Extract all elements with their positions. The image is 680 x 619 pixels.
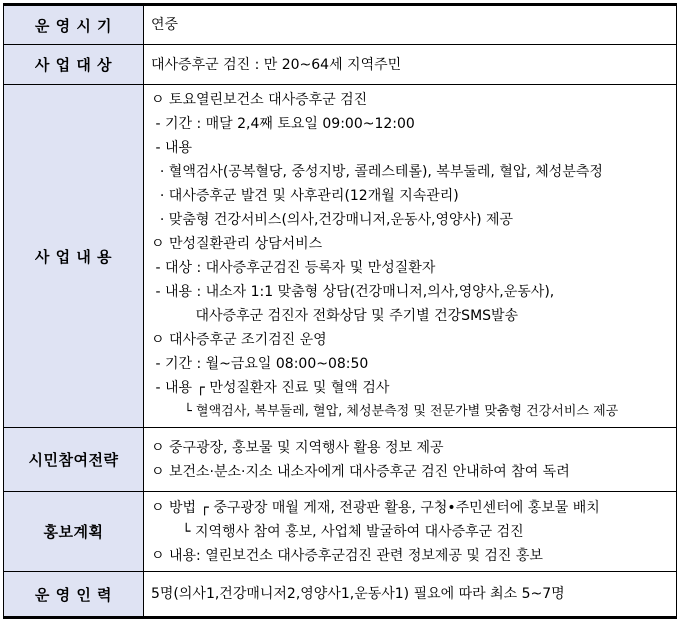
value-period: 연중: [144, 5, 677, 45]
label-staff: 운 영 인 력: [4, 572, 144, 618]
content-line: └ 혈액검사, 복부둘레, 혈압, 체성분측정 및 전문가별 맞춤형 건강서비스 제공: [151, 404, 619, 419]
content-line: - 기간 : 매달 2,4째 토요일 09:00~12:00: [151, 116, 415, 132]
participation-line: ㅇ 보건소·분소·지소 내소자에게 대사증후군 검진 안내하여 참여 독려: [151, 463, 570, 480]
content-line: · 대사증후군 발견 및 사후관리(12개월 지속관리): [151, 188, 459, 204]
row-period: [4, 5, 677, 45]
content-line: ㅇ 대사증후군 조기검진 운영: [151, 332, 327, 348]
value-staff: 5명(의사1,건강매니저2,영양사1,운동사1) 필요에 따라 최소 5~7명: [144, 572, 677, 618]
row-target: [4, 45, 677, 85]
label-participation: 시민참여전략: [4, 428, 144, 492]
content-line: 대사증후군 검진자 전화상담 및 주기별 건강SMS발송: [151, 308, 519, 324]
value-content: [144, 85, 677, 428]
promotion-line: └ 지역행사 참여 홍보, 사업체 발굴하여 대사증후군 검진: [151, 523, 524, 540]
value-participation: [144, 428, 677, 492]
row-participation: [4, 428, 677, 492]
content-line: - 기간 : 월~금요일 08:00~08:50: [151, 356, 369, 372]
promotion-line: ㅇ 내용: 열린보건소 대사증후군검진 관련 정보제공 및 검진 홍보: [151, 547, 543, 564]
row-content: [4, 85, 677, 428]
row-promotion: [4, 492, 677, 572]
content-line: ㅇ 만성질환관리 상담서비스: [151, 236, 323, 252]
value-promotion: [144, 492, 677, 572]
content-line: ㅇ 토요열린보건소 대사증후군 검진: [151, 92, 368, 108]
value-target: 대사증후군 검진 : 만 20~64세 지역주민: [144, 45, 677, 85]
label-period: 운 영 시 기: [4, 5, 144, 45]
content-line: - 대상 : 대사증후군검진 등록자 및 만성질환자: [151, 260, 436, 276]
content-line: · 맞춤형 건강서비스(의사,건강매니저,운동사,영양사) 제공: [151, 212, 514, 228]
content-line: - 내용 : 내소자 1:1 맞춤형 상담(건강매니저,의사,영양사,운동사),: [151, 284, 555, 300]
label-target: 사 업 대 상: [4, 45, 144, 85]
row-staff: [4, 572, 677, 618]
label-content: 사 업 내 용: [4, 85, 144, 428]
label-promotion: 홍보계획: [4, 492, 144, 572]
content-line: - 내용: [151, 140, 193, 156]
content-line: · 혈액검사(공복혈당, 중성지방, 콜레스테롤), 복부둘레, 혈압, 체성분측정: [151, 164, 603, 180]
content-line: - 내용 ┌ 만성질환자 진료 및 혈액 검사: [151, 380, 390, 396]
participation-line: ㅇ 중구광장, 홍보물 및 지역행사 활용 정보 제공: [151, 439, 444, 456]
program-table: [3, 3, 677, 619]
promotion-line: ㅇ 방법 ┌ 중구광장 매월 게재, 전광판 활용, 구청•주민센터에 홍보물 배치: [151, 499, 600, 516]
